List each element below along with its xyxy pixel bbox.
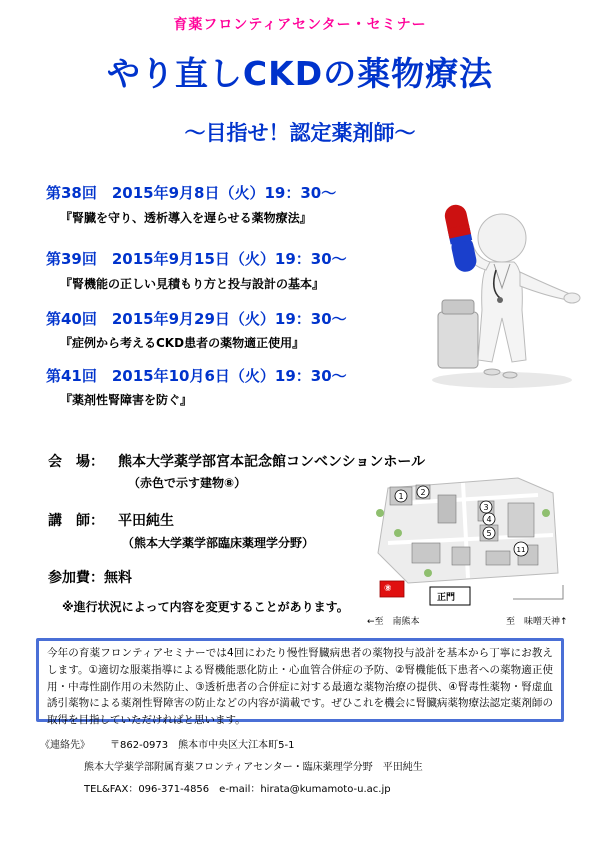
session-41-topic: 『薬剤性腎障害を防ぐ』	[60, 393, 193, 407]
svg-text:5: 5	[486, 529, 492, 538]
sub-title: ～目指せ！認定薬剤師～	[184, 121, 416, 145]
map-number-1	[395, 490, 407, 502]
main-title: やり直しCKDの薬物療法	[106, 54, 494, 93]
map-number-5	[483, 527, 495, 539]
session-40-date: 第40回 2015年9月29日（火）19：30～	[46, 310, 347, 328]
fee-value: 無料	[104, 570, 132, 586]
venue-value: 熊本大学薬学部宮本記念館コンベンションホール	[118, 454, 426, 470]
org-title: 育薬フロンティアセンター・セミナー	[173, 17, 427, 33]
map-to-south: ←至 南熊本	[367, 617, 420, 627]
svg-text:4: 4	[486, 515, 492, 524]
session-38-topic: 『腎臓を守り、透析導入を遅らせる薬物療法』	[60, 211, 312, 225]
message-box	[36, 638, 564, 727]
venue-note: （赤色で示す建物⑧）	[128, 476, 247, 490]
session-38-date: 第38回 2015年9月8日（火）19：30～	[46, 184, 337, 202]
contact-tel: TEL&FAX：096-371-4856 e-mail：hirata@kumamoto-u.ac.jp	[84, 784, 391, 795]
map-gate-label: 正門	[437, 593, 456, 603]
capsule-icon	[443, 203, 479, 274]
svg-text:1: 1	[398, 492, 404, 501]
lecturer-label: 講 師：	[48, 513, 104, 529]
lecturer-value: 平田純生	[118, 513, 174, 529]
message-text: 今年の育薬フロンティアセミナーでは4回にわたり慢性腎臓病患者の薬物投与設計を基本から丁寧にお教えします。①適切な服薬指導による腎機能悪化防止・心血管合併症の予防、②腎機能低下患者への薬物適正使用・中毒性副作用の未然防止、③透析患者の合併症に対する最適な薬物治療の提供、④腎毒性薬物・腎虚血誘引薬物による薬剤性腎障害の防止などの内容が満載です。ぜひこれを機会に腎臓病薬物療法認定薬剤師の取得を目指していただければと思います。	[47, 647, 553, 727]
contact-label: 《連絡先》	[40, 740, 90, 751]
session-39-topic: 『腎機能の正しい見積もり方と投与設計の基本』	[60, 277, 325, 291]
map-number-4	[483, 513, 495, 525]
map-number-2	[417, 486, 429, 498]
lecturer-note: （熊本大学薬学部臨床薬理学分野）	[122, 536, 315, 550]
session-40-topic: 『症例から考えるCKD患者の薬物適正使用』	[60, 336, 305, 350]
map-number-11	[514, 542, 528, 556]
session-39-date: 第39回 2015年9月15日（火）19：30～	[46, 250, 347, 268]
svg-text:2: 2	[420, 488, 426, 497]
map-to-north: 至 味噌天神↑	[506, 617, 568, 627]
contact-address: 〒862-0973 熊本市中央区大江本町5-1	[110, 740, 295, 751]
map-number-3	[480, 501, 492, 513]
doctor-illustration	[420, 200, 585, 390]
map-building-8-label: ⑧	[384, 584, 392, 594]
contact-dept: 熊本大学薬学部附属育薬フロンティアセンター・臨床薬理学分野 平田純生	[84, 762, 423, 773]
fee-label: 参加費：	[48, 570, 104, 586]
svg-text:3: 3	[483, 503, 489, 512]
session-41-date: 第41回 2015年10月6日（火）19：30～	[46, 367, 347, 385]
notice-text: ※進行状況によって内容を変更することがあります。	[62, 600, 349, 614]
venue-label: 会 場：	[48, 454, 104, 470]
svg-text:11: 11	[516, 546, 526, 554]
campus-map	[368, 473, 578, 608]
doctor-figure-icon	[464, 214, 580, 362]
